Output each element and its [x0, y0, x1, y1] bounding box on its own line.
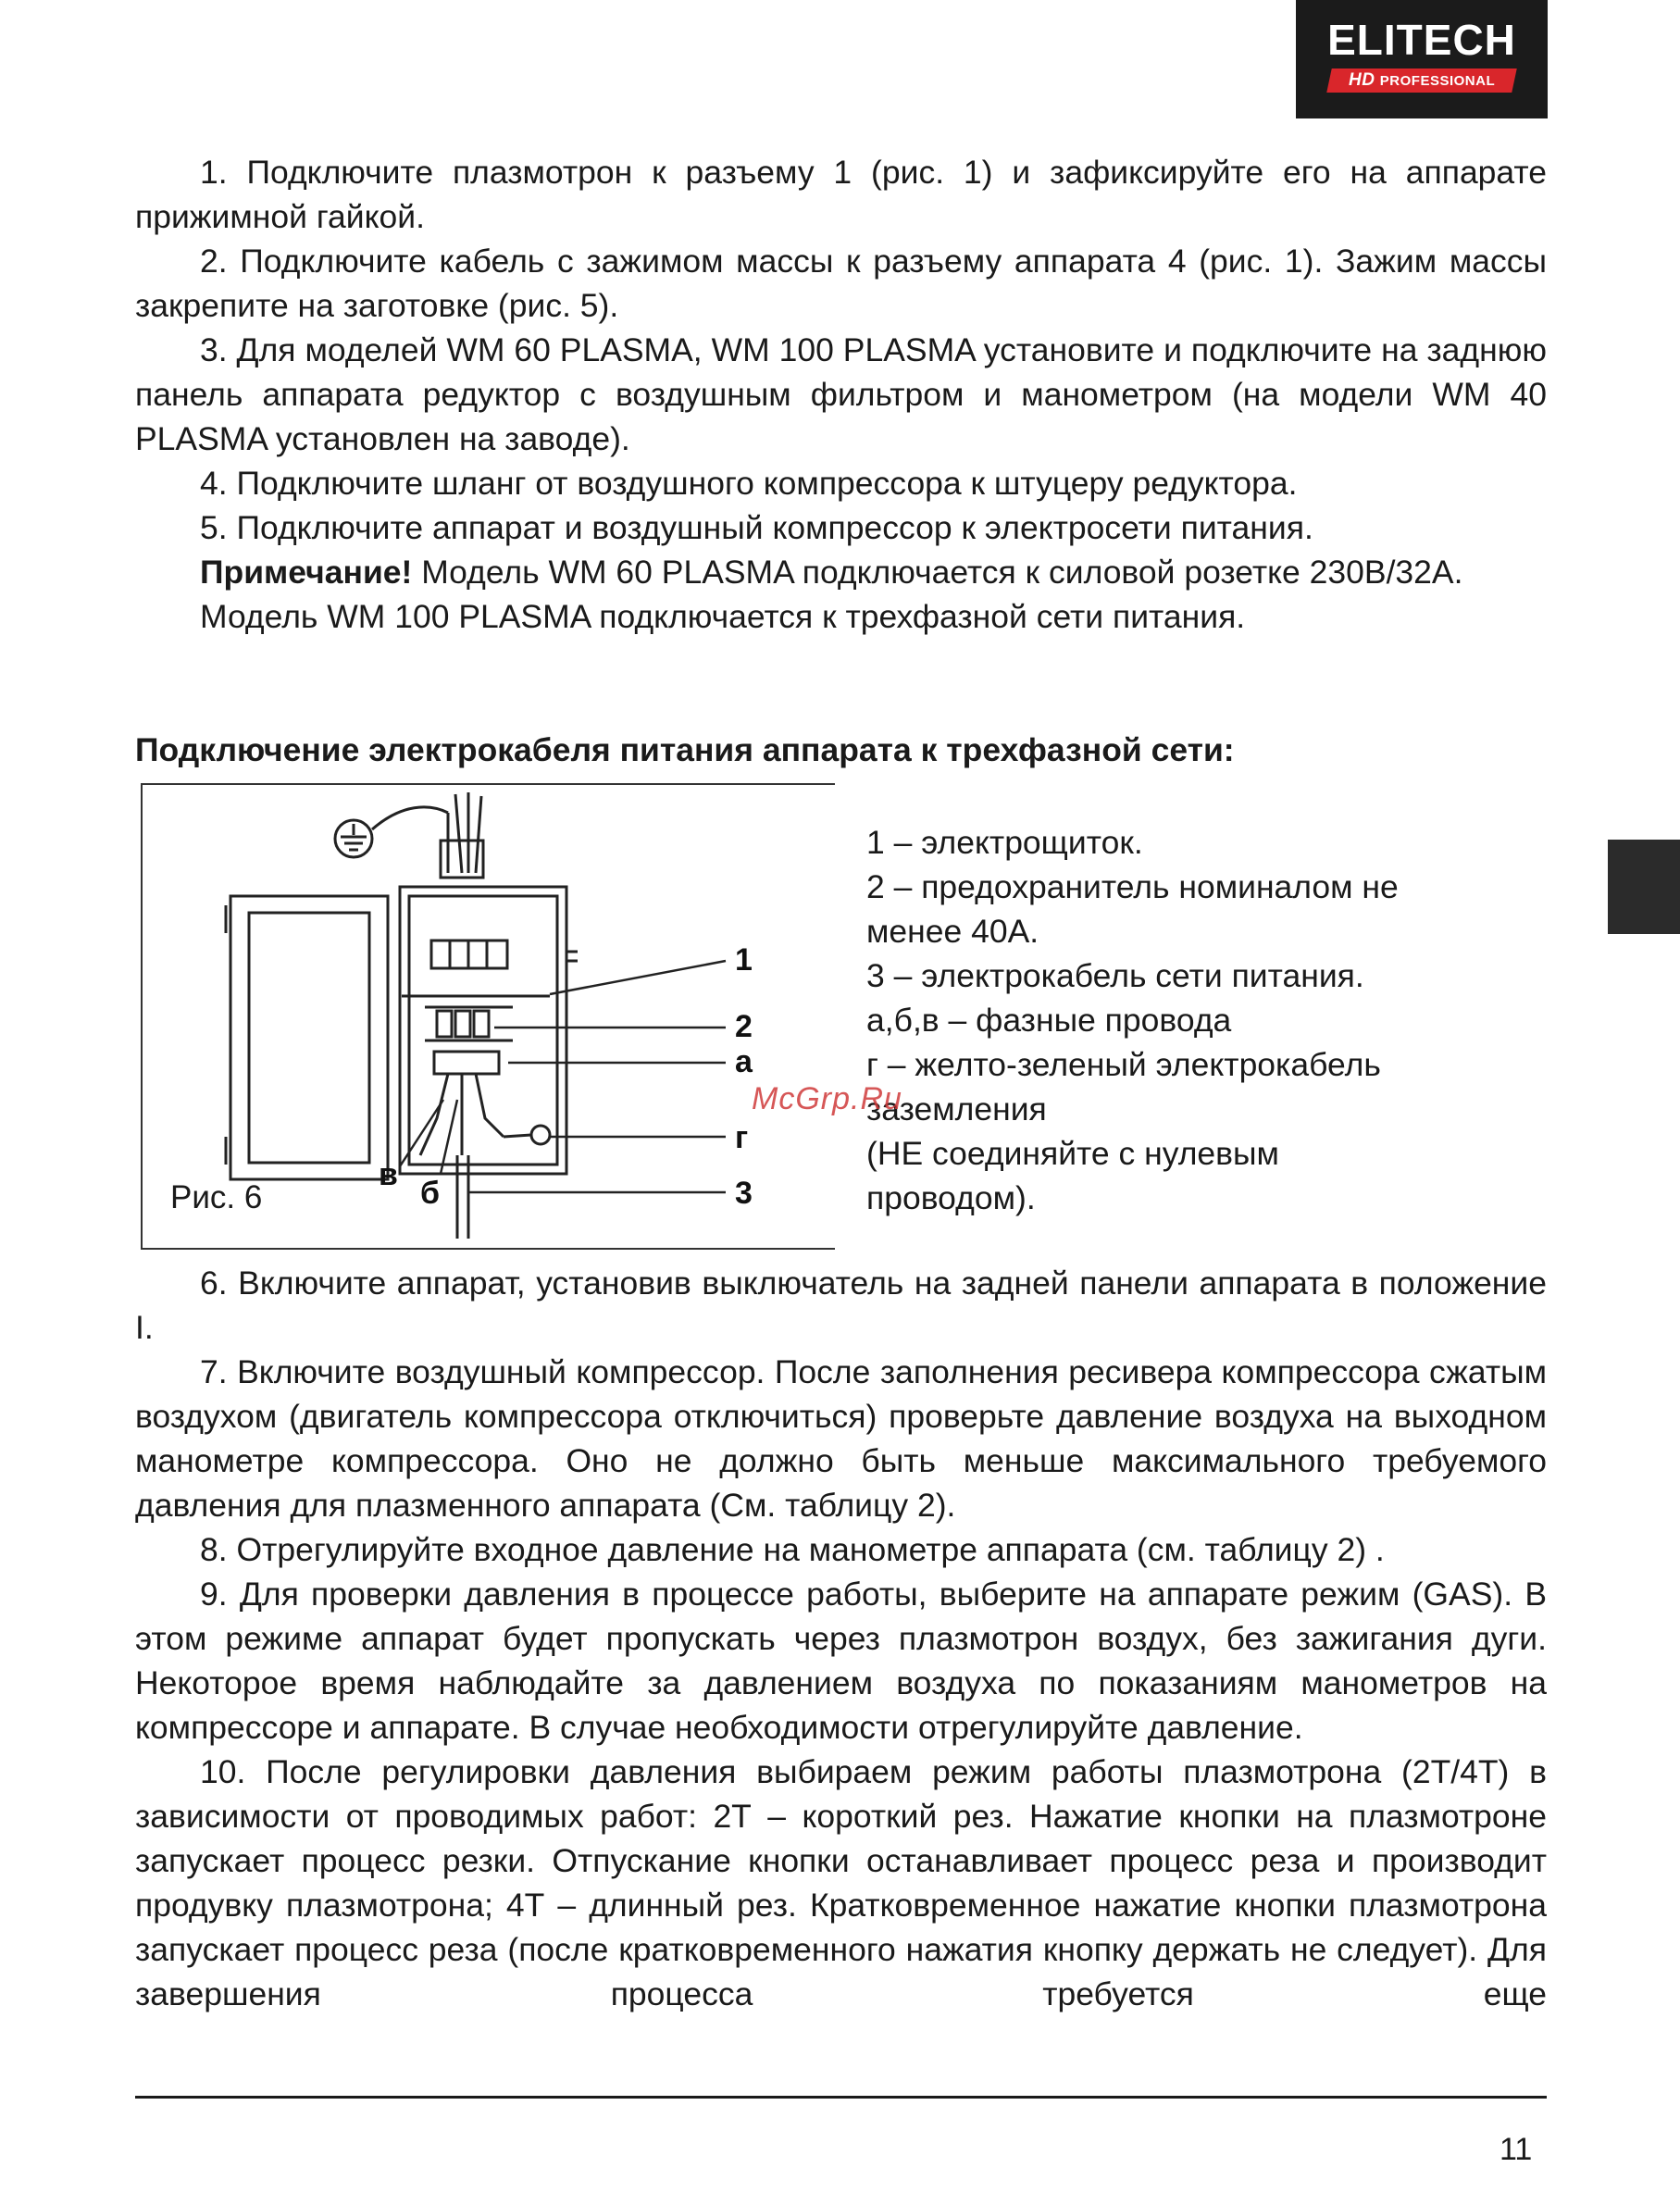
legend-line: (НЕ соединяйте с нулевым — [866, 1135, 1279, 1172]
legend-line: заземления — [866, 1090, 1047, 1127]
step-3: 3. Для моделей WM 60 PLASMA, WM 100 PLASMA установите и подключите на заднюю панель аппарата редуктор с воздушным фильтром и манометром (на модели WM 40 PLASMA установлен на заводе). — [135, 331, 1547, 457]
note-label: Примечание! — [200, 554, 413, 591]
step-4: 4. Подключите шланг от воздушного компрессора к штуцеру редуктора. — [200, 465, 1298, 502]
brand-subtitle — [1326, 69, 1517, 93]
step-5: 5. Подключите аппарат и воздушный компрессор к электросети питания. — [200, 509, 1313, 546]
label-v: в — [379, 1157, 398, 1192]
label-1: 1 — [735, 942, 753, 978]
step-7: 7. Включите воздушный компрессор. После заполнения ресивера компрессора сжатым воздухом (двигатель компрессора отключиться) проверьте давление воздуха на выходном манометре компрессора. Оно не должно быть меньше максимального требуемого давления для плазменного аппарата (См. таблицу 2). — [135, 1353, 1547, 1524]
brand-logo — [1296, 0, 1548, 118]
step-10: 10. После регулировки давления выбираем режим работы плазмотрона (2Т/4Т) в зависимости от проводимых работ: 2Т – короткий рез. Нажатие кнопки на плазмотроне запускает процесс резки. Отпускание кнопки останавливает процесс реза и производит продувку плазмотрона; 4Т – длинный рез. Кратковременное нажатие кнопки плазмотрона запускает процесс реза (после кратковременного нажатия кнопку держать не следует). Для завершения процесса требуется еще — [135, 1753, 1547, 2012]
watermark: McGrp.Ru — [752, 1081, 902, 1116]
legend-line: 3 – электрокабель сети питания. — [866, 957, 1364, 994]
label-2: 2 — [735, 1009, 753, 1044]
note — [135, 550, 1547, 594]
figure-caption: Рис. 6 — [170, 1179, 263, 1215]
legend-line: 1 – электрощиток. — [866, 824, 1143, 861]
step-1: 1. Подключите плазмотрон к разъему 1 (рис. 1) и зафиксируйте его на аппарате прижимной гайкой. — [135, 154, 1547, 235]
section-heading: Подключение электрокабеля питания аппарата к трехфазной сети: — [135, 731, 1235, 768]
legend-line: менее 40А. — [866, 913, 1039, 950]
brand-hd: HD — [1348, 70, 1375, 90]
legend-line: г – желто-зеленый электрокабель — [866, 1046, 1381, 1083]
page-number: 11 — [1500, 2132, 1533, 2167]
label-b: б — [420, 1176, 441, 1211]
step-6: 6. Включите аппарат, установив выключатель на задней панели аппарата в положение I. — [135, 1264, 1547, 1346]
footer-rule — [135, 2096, 1547, 2099]
figure-6 — [141, 783, 835, 1250]
legend-line: а,б,в – фазные провода — [866, 1002, 1232, 1039]
brand-name: ELITECH — [1327, 16, 1516, 64]
section-tab-marker — [1608, 840, 1680, 934]
note-line-2: Модель WM 100 PLASMA подключается к трехфазной сети питания. — [200, 598, 1246, 635]
step-8: 8. Отрегулируйте входное давление на манометре аппарата (см. таблицу 2) . — [200, 1531, 1385, 1568]
instructions-bottom — [135, 1261, 1547, 2016]
label-g: г — [735, 1120, 749, 1155]
brand-professional: PROFESSIONAL — [1379, 73, 1496, 89]
step-9: 9. Для проверки давления в процессе работы, выберите на аппарате режим (GAS). В этом режиме аппарат будет пропускать через плазмотрон воздух, без зажигания дуги. Некоторое время наблюдайте за давлением воздуха по показаниям манометров на компрессоре и аппарате. В случае необходимости отрегулируйте давление. — [135, 1576, 1547, 1746]
step-2: 2. Подключите кабель с зажимом массы к разъему аппарата 4 (рис. 1). Зажим массы закрепите на заготовке (рис. 5). — [135, 243, 1547, 324]
legend-line: 2 – предохранитель номиналом не — [866, 868, 1399, 905]
label-a: а — [735, 1044, 753, 1079]
instructions-top — [135, 150, 1547, 639]
note-text: Модель WM 60 PLASMA подключается к силовой розетке 230В/32А. — [412, 554, 1463, 591]
figure-legend — [866, 820, 1514, 1220]
label-3: 3 — [735, 1176, 753, 1211]
legend-line: проводом). — [866, 1179, 1036, 1216]
